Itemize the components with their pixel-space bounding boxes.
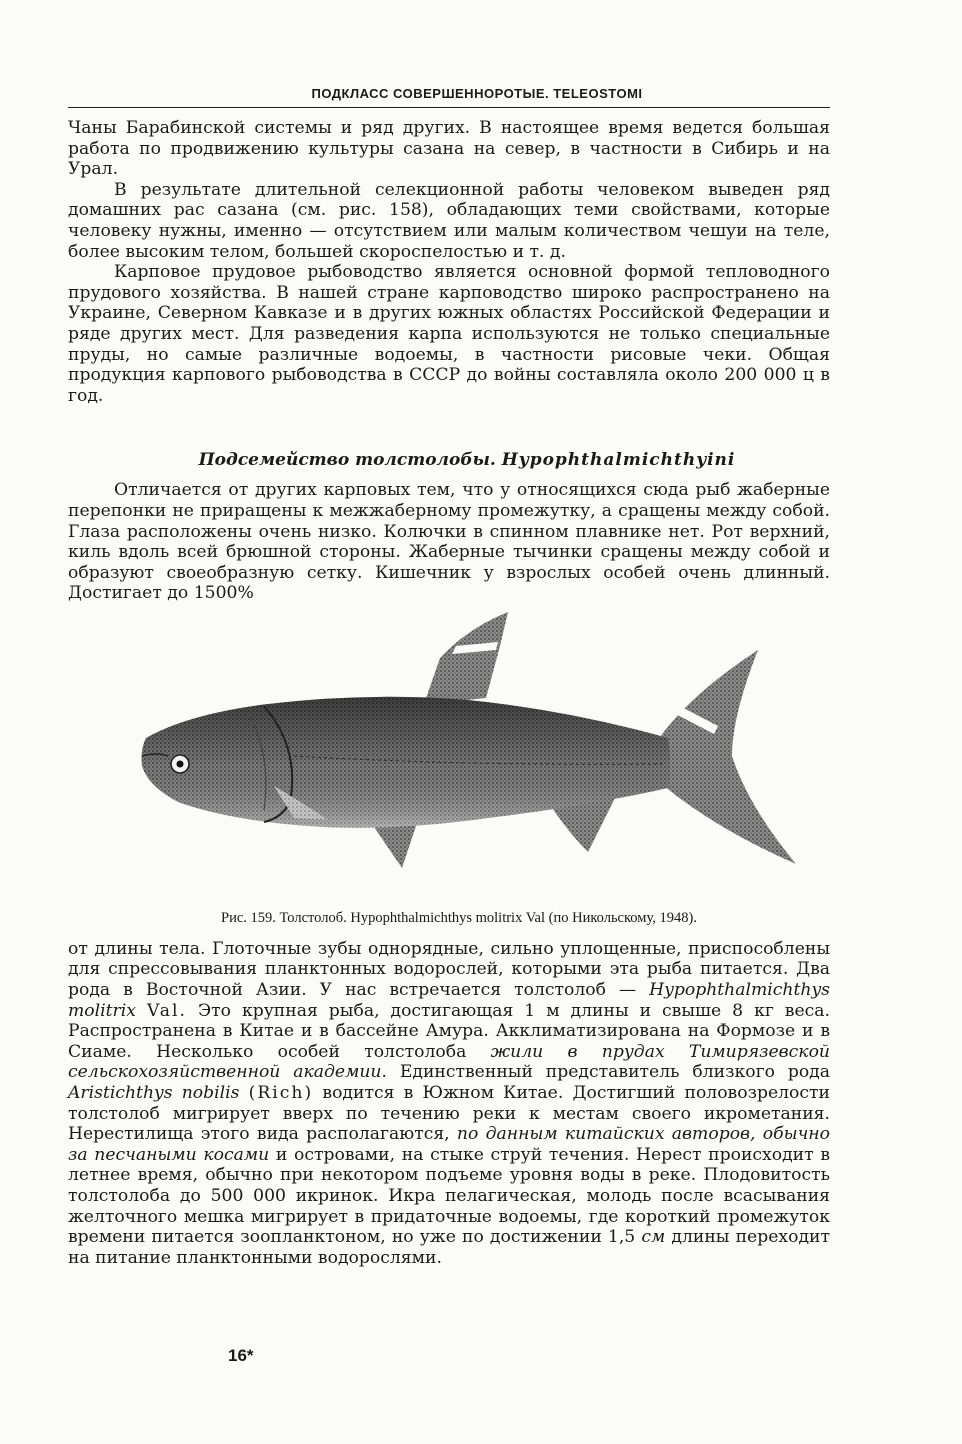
silver-carp-illustration xyxy=(68,606,830,902)
section-title-latin: Hypophthalmichthyini xyxy=(501,450,736,471)
header-rule xyxy=(68,107,830,108)
paragraph-top-3: Карповое прудовое рыбоводство является основной формой тепловодного прудового хозяйства. В нашей стране карповодство широко распространено на Украине, Северном Кавказе и в других южных областях Российской Федерации и ряде других мест. Для разведения карпа используются не только специальные пруды, но самые различные водоемы, в частности рисовые чеки. Общая продукция карпового рыбоводства в СССР до войны составляла около 200 000 ц в год. xyxy=(68,262,830,406)
dorsal-fin xyxy=(424,612,508,704)
text-run: Это крупная рыба, достигающая 1 м длины и свыше 8 кг веса. Распространена в Китае и в бассейне Амура. Акклиматизирована на Формозе и в Сиаме. Несколько особей толстолоба xyxy=(68,1000,830,1062)
text-run: длины переходит на питание планктонными водорослями. xyxy=(68,1227,830,1268)
text-run: от длины тела. Глоточные зубы однорядные, сильно уплощенные, приспособлены для спрессовывания планктонных водорослей, которыми эта рыба питается. Два рода в Восточной Азии. У нас встречается толстолоб — xyxy=(68,938,830,1001)
unit-cm: см xyxy=(641,1227,666,1248)
paragraph-top-2: В результате длительной селекционной работы человеком выведен ряд домашних рас сазана (см. рис. 158), обладающих теми свойствами, которые человеку нужны, именно — отсутствием или малым количеством чешуи на теле, более высоким телом, большей скороспелостью и т. д. xyxy=(68,179,830,262)
figure xyxy=(68,606,830,902)
text-run: и островами, на стыке струй течения. Нерест происходит в летнее время, обычно при некотором подъеме уровня воды в реке. Плодовитость толстолоба до 500 000 икринок. Икра пелагическая, молодь после всасывания желточного мешка мигрирует в придаточные водоемы, где короткий промежуток времени питается зоопланктоном, но уже по достижении 1,5 xyxy=(68,1144,830,1248)
page xyxy=(68,86,830,1268)
italic-run: жили в прудах Тимирязевской сельскохозяйственной академии. xyxy=(68,1041,830,1083)
paragraph-top-1: Чаны Барабинской системы и ряд других. В настоящее время ведется большая работа по продвижению культуры сазана на север, в частности в Сибирь и на Урал. xyxy=(68,118,830,180)
section-title-ru: Подсемейство толстолобы. xyxy=(198,450,496,471)
italic-run-2: по данным китайских авторов, обычно за песчаными косами xyxy=(68,1124,830,1165)
section-title xyxy=(104,450,830,470)
page-number: 16* xyxy=(228,1346,254,1365)
author-name: Val. xyxy=(146,1000,187,1021)
text-run: водится в Южном Китае. Достигший половозрелости толстолоб мигрирует вверх по течению реки к местам своего икрометания. Нерестилища этого вида располагаются, xyxy=(68,1083,830,1145)
species-name: Hypophthalmichthys molitrix xyxy=(68,980,830,1021)
paragraph-bottom xyxy=(68,939,830,1269)
author-name-2: (Rich) xyxy=(248,1083,314,1104)
running-head: ПОДКЛАСС СОВЕРШЕННОРОТЫЕ. TELEOSTOMI xyxy=(311,86,643,101)
text-run: Единственный представитель близкого рода xyxy=(386,1062,830,1083)
figure-caption: Рис. 159. Толстолоб. Hypophthalmichthys molitrix Val (по Никольскому, 1948). xyxy=(221,909,697,926)
species-name-2: Aristichthys nobilis xyxy=(68,1083,240,1104)
paragraph-section: Отличается от других карповых тем, что у относящихся сюда рыб жаберные перепонки не приращены к межжаберному промежутку, а сращены между собой. Глаза расположены очень низко. Колючки в спинном плавнике нет. Рот верхний, киль вдоль всей брюшной стороны. Жаберные тычинки сращены между собой и образуют своеобразную сетку. Кишечник у взрослых особей очень длинный. Достигает до 1500% xyxy=(68,480,830,604)
tail-fin xyxy=(658,650,796,864)
